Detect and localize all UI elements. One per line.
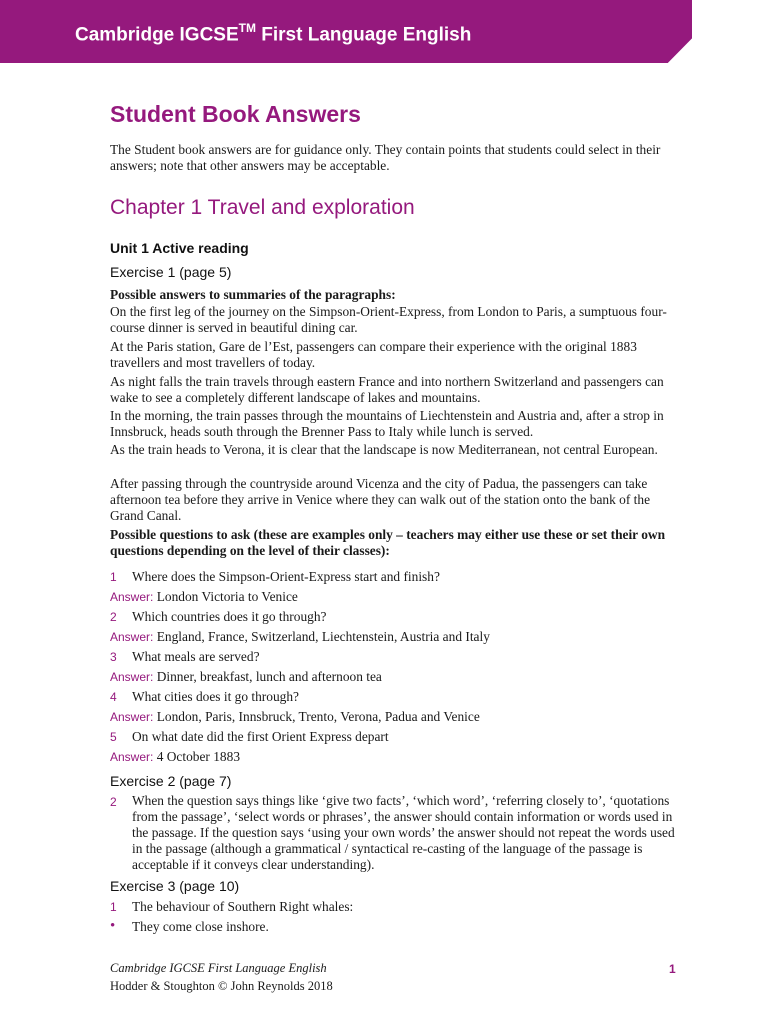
unit-title: Unit 1 Active reading (110, 240, 249, 256)
answer-row (110, 749, 680, 765)
bullet-icon: • (110, 918, 116, 934)
exercise-3-title: Exercise 3 (page 10) (110, 878, 240, 894)
footer-publisher: Hodder & Stoughton © John Reynolds 2018 (110, 979, 333, 993)
answer-label: Answer: (110, 630, 154, 644)
question-text: On what date did the first Orient Express depart (132, 729, 389, 744)
header-title-main: Cambridge IGCSE (75, 24, 239, 46)
summary-paragraph: At the Paris station, Gare de l’Est, passengers can compare their experience with the original 1883 travellers and most travellers of today. (110, 339, 637, 370)
exercise-3-text: The behaviour of Southern Right whales: (132, 899, 354, 914)
summary-paragraph: In the morning, the train passes through the mountains of Liechtenstein and Austria and, after a strop in Innsbruck, heads south through the Brenner Pass to Italy while lunch is served. (110, 408, 664, 439)
header-title-rest: First Language English (255, 24, 472, 46)
answer-label: Answer: (110, 670, 154, 684)
exercise-2-text: When the question says things like ‘give two facts’, ‘which word’, ‘referring closely to’, ‘quotations from the passage’, ‘select words or phrases’, the answer should contain information or words used in the passage. If the question says ‘using your own words’ the answer should not repeat the words used in the passage (although a grammatical / syntactical re-casting of the language of the passage is acceptable if it conveys clear understanding). (132, 793, 675, 872)
answer-row (110, 709, 680, 725)
header-title (75, 22, 471, 46)
question-number: 1 (110, 900, 117, 914)
answer-row (110, 629, 680, 645)
answer-text: England, France, Switzerland, Liechtenstein, Austria and Italy (156, 629, 490, 644)
summary-paragraph: As the train heads to Verona, it is clear that the landscape is now Mediterranean, not central European. (110, 442, 658, 457)
page-number: 1 (669, 962, 676, 976)
chapter-title: Chapter 1 Travel and exploration (110, 196, 415, 219)
questions-heading: Possible questions to ask (these are examples only – teachers may either use these or set their own questions depending on the level of their classes): (110, 527, 666, 558)
answer-label: Answer: (110, 590, 154, 604)
summary-paragraph: After passing through the countryside around Vicenza and the city of Padua, the passengers can take afternoon tea before they arrive in Venice where they can walk out of the station onto the bank of the Grand Canal. (110, 476, 651, 523)
answer-label: Answer: (110, 710, 154, 724)
question-text: Where does the Simpson-Orient-Express start and finish? (132, 569, 440, 584)
answer-label: Answer: (110, 750, 154, 764)
answer-text: London Victoria to Venice (156, 589, 298, 604)
answer-row (110, 589, 680, 605)
question-number: 5 (110, 730, 117, 744)
question-number: 4 (110, 690, 117, 704)
trademark-mark: TM (238, 21, 256, 35)
page-title: Student Book Answers (110, 101, 361, 127)
question-number: 2 (110, 795, 117, 809)
footer-book-title: Cambridge IGCSE First Language English (110, 961, 327, 975)
summary-paragraph: On the first leg of the journey on the Simpson-Orient-Express, from London to Paris, a sumptuous four-course dinner is served in beautiful dining car. (110, 304, 667, 335)
question-text: What cities does it go through? (132, 689, 299, 704)
question-number: 3 (110, 650, 117, 664)
question-text: What meals are served? (132, 649, 260, 664)
answer-row (110, 669, 680, 685)
question-number: 1 (110, 570, 117, 584)
bullet-text: They come close inshore. (132, 919, 269, 934)
question-text: Which countries does it go through? (132, 609, 327, 624)
exercise-2-title: Exercise 2 (page 7) (110, 773, 232, 789)
answer-text: London, Paris, Innsbruck, Trento, Verona, Padua and Venice (156, 709, 480, 724)
question-number: 2 (110, 610, 117, 624)
summaries-heading: Possible answers to summaries of the paragraphs: (110, 287, 396, 302)
answer-text: 4 October 1883 (156, 749, 241, 764)
answer-text: Dinner, breakfast, lunch and afternoon tea (156, 669, 382, 684)
exercise-1-title: Exercise 1 (page 5) (110, 264, 232, 280)
intro-text: The Student book answers are for guidance only. They contain points that students could select in their answers; note that other answers may be acceptable. (110, 142, 661, 173)
summary-paragraph: As night falls the train travels through eastern France and into northern Switzerland and passengers can wake to see a completely different landscape of lakes and mountains. (110, 374, 664, 405)
